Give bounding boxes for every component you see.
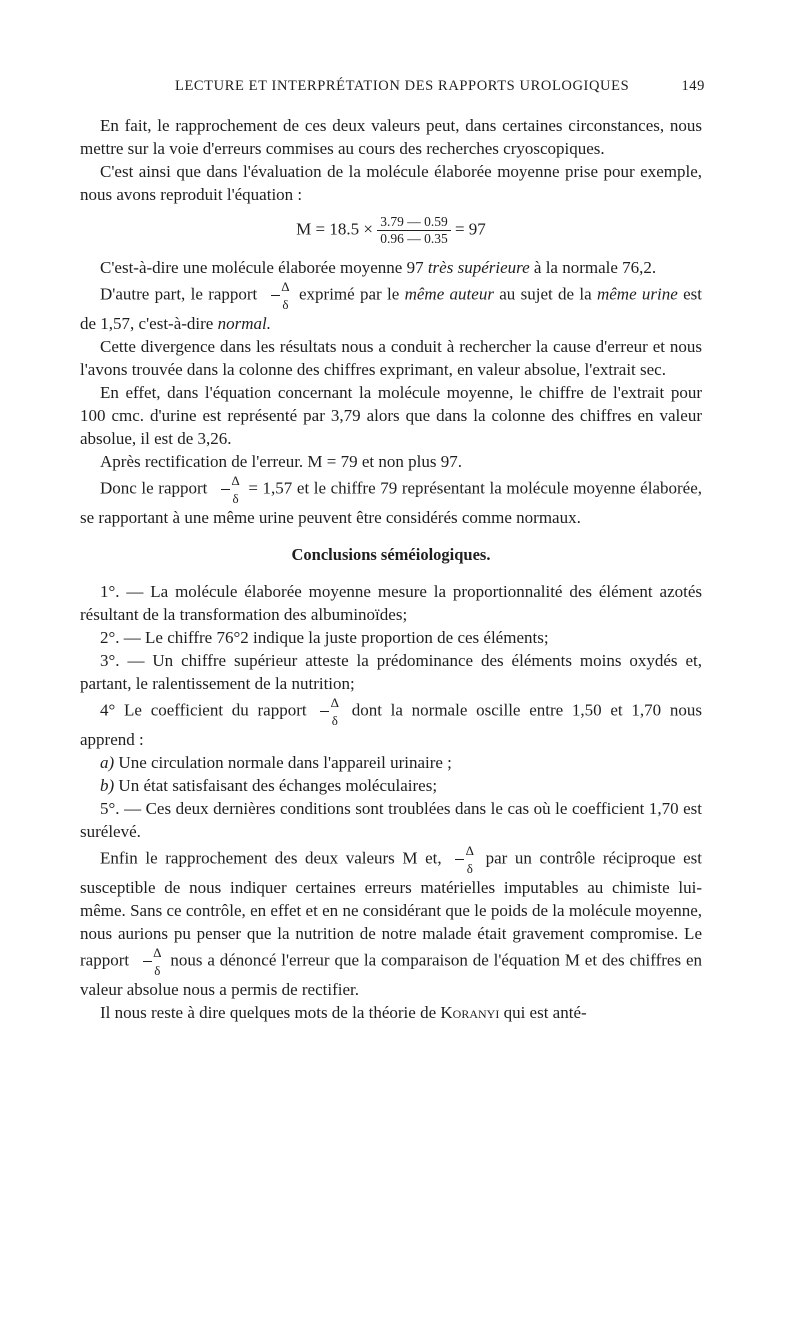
page-number: 149	[681, 78, 705, 94]
equation	[80, 214, 702, 247]
list-item: 5°. — Ces deux dernières conditions sont troublées dans le cas où le coefficient 1,70 est surélevé.	[80, 799, 702, 841]
text-run: D'autre part, le rapport	[100, 284, 258, 304]
paragraph	[80, 1001, 702, 1024]
list-item	[80, 695, 702, 751]
item-label: b)	[100, 776, 115, 795]
running-title: LECTURE ET INTERPRÉTATION DES RAPPORTS UROLOGIQUES	[175, 78, 630, 94]
list-item	[80, 774, 702, 797]
text-run: Enfin le rapprochement des deux valeurs M et,	[100, 848, 442, 868]
list-item: 2°. — Le chiffre 76°2 indique la juste proportion de ces éléments;	[100, 628, 549, 647]
delta-glyph: Δ	[231, 473, 240, 488]
text-run: est de 1,57, c'est-à-dire	[80, 284, 703, 333]
paragraph: En fait, le rapprochement de ces deux valeurs peut, dans certaines circonstances, nous mettre sur la voie d'erreurs commises au cours des recherches cryoscopiques.	[80, 116, 702, 158]
small-delta-glyph: δ	[466, 861, 473, 876]
text-run: à la normale 76,2.	[529, 258, 657, 277]
small-delta-glyph: δ	[282, 297, 289, 312]
ratio-bar	[221, 489, 230, 490]
paragraph: Après rectification de l'erreur. M = 79 et non plus 97.	[100, 452, 462, 471]
paragraph: En effet, dans l'équation concernant la molécule moyenne, le chiffre de l'extrait pour 100 cmc. d'urine est représenté par 3,79 alors que dans la colonne des chiffres en valeur absolue, il est de 3,26.	[80, 383, 702, 448]
text-run: exprimé par le	[293, 284, 405, 304]
small-delta-glyph: δ	[232, 491, 239, 506]
delta-glyph: Δ	[153, 945, 162, 960]
text-run: qui est anté-	[499, 1003, 587, 1022]
text-run: C'est-à-dire une molécule élaborée moyenne 97	[100, 258, 428, 277]
delta-ratio-symbol	[133, 945, 161, 978]
equation-lhs: M = 18.5 ×	[296, 219, 373, 239]
fraction-numerator: 3.79 — 0.59	[377, 214, 451, 231]
paragraph	[80, 473, 702, 529]
text-run: Un état satisfaisant des échanges moléculaires;	[114, 776, 438, 795]
delta-ratio-symbol	[211, 473, 239, 506]
paragraph: C'est ainsi que dans l'évaluation de la molécule élaborée moyenne prise pour exemple, nous avons reproduit l'équation :	[80, 162, 702, 204]
text-run: dont la normale oscille entre 1,50 et 1,70 nous apprend :	[80, 700, 702, 749]
page-body	[80, 114, 702, 1024]
delta-glyph: Δ	[465, 843, 475, 858]
text-run: Une circulation normale dans l'appareil urinaire ;	[114, 753, 452, 772]
ratio-bar	[143, 961, 152, 962]
ratio-bar	[320, 711, 329, 712]
delta-glyph: Δ	[281, 279, 290, 294]
small-delta-glyph: δ	[154, 963, 161, 978]
emphasis: même urine	[596, 284, 678, 304]
ratio-bar	[271, 295, 280, 296]
emphasis: très supérieure	[427, 258, 530, 277]
delta-glyph: Δ	[330, 695, 339, 710]
delta-ratio-symbol	[311, 695, 339, 728]
list-item: 3°. — Un chiffre supérieur atteste la prédominance des éléments moins oxydés et, partant, le ralentissement de la nutrition;	[80, 651, 702, 693]
author-name: Koranyi	[440, 1003, 500, 1022]
text-run: par un contrôle réciproque est susceptible de nous indiquer certaines erreurs matérielles imputables au chimiste lui-même. Sans ce contrôle, en effet et en ne considérant que le poids de la molécule moyenne, nous aurions pu penser que la nutrition de notre malade était gravement compromise. Le rapport	[80, 848, 702, 970]
delta-ratio-symbol	[446, 843, 474, 876]
item-label: a)	[100, 753, 115, 772]
equation-rhs: = 97	[454, 219, 486, 239]
small-delta-glyph: δ	[331, 713, 338, 728]
delta-ratio-symbol	[261, 279, 289, 312]
paragraph	[80, 843, 702, 1001]
ratio-bar	[455, 859, 464, 860]
fraction-denominator: 0.96 — 0.35	[380, 231, 448, 246]
emphasis: normal.	[217, 314, 271, 333]
text-run: = 1,57 et le chiffre 79 représentant la molécule moyenne élaborée, se rapportant à une même urine peuvent être considérés comme normaux.	[80, 478, 702, 527]
text-run: Il nous reste à dire quelques mots de la théorie de	[100, 1003, 441, 1022]
list-item: 1°. — La molécule élaborée moyenne mesure la proportionnalité des élément azotés résultant de la transformation des albuminoïdes;	[80, 582, 702, 624]
equation-fraction	[377, 214, 451, 247]
text-run: nous a dénoncé l'erreur que la comparaison de l'équation M et des chiffres en valeur absolue nous a permis de rectifier.	[80, 950, 702, 999]
paragraph	[80, 279, 702, 335]
section-heading: Conclusions séméiologiques.	[291, 545, 491, 564]
text-run: au sujet de la	[493, 284, 597, 304]
list-item	[80, 751, 702, 774]
text-run: Donc le rapport	[100, 478, 208, 498]
paragraph: Cette divergence dans les résultats nous a conduit à rechercher la cause d'erreur et nous l'avons trouvée dans la colonne des chiffres exprimant, en valeur absolue, l'extrait sec.	[80, 337, 702, 379]
text-run: 4° Le coefficient du rapport	[100, 700, 307, 720]
emphasis: même auteur	[404, 284, 494, 304]
paragraph	[80, 256, 702, 279]
